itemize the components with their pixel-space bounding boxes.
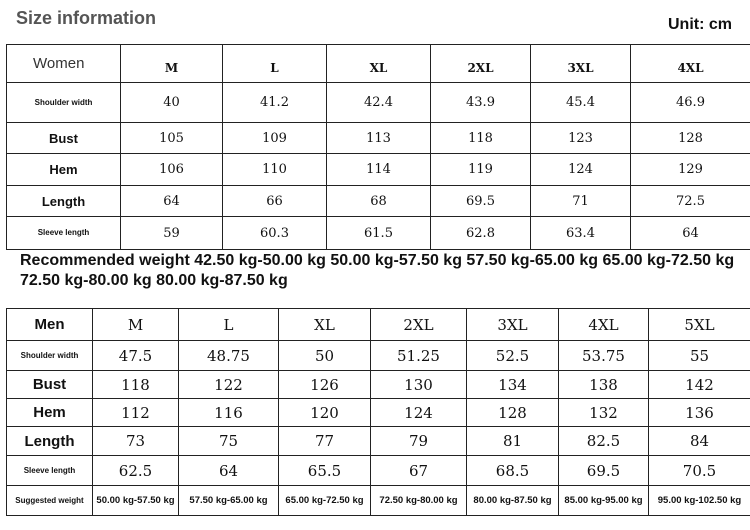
table-cell: 128 xyxy=(467,399,559,427)
row-label: Bust xyxy=(7,371,93,399)
table-cell: 113 xyxy=(327,123,431,154)
row-label: Hem xyxy=(7,399,93,427)
table-cell: 67 xyxy=(371,456,467,486)
table-cell: 65.00 kg-72.50 kg xyxy=(279,486,371,516)
table-row xyxy=(7,371,750,399)
page-title: Size information xyxy=(16,8,157,28)
table-cell: 114 xyxy=(327,154,431,186)
men-size-table xyxy=(6,308,750,516)
table-cell: 72.5 xyxy=(631,186,750,217)
table-row xyxy=(7,341,750,371)
suggested-weight-row xyxy=(7,486,750,516)
table-cell: 105 xyxy=(121,123,223,154)
row-label: Shoulder width xyxy=(7,341,93,371)
table-cell: 68 xyxy=(327,186,431,217)
table-cell: 42.4 xyxy=(327,83,431,123)
table-cell: 65.5 xyxy=(279,456,371,486)
table-cell: 132 xyxy=(559,399,649,427)
table-cell: 45.4 xyxy=(531,83,631,123)
unit-label: Unit: cm xyxy=(668,16,732,33)
table-cell: 128 xyxy=(631,123,750,154)
table-cell: 69.5 xyxy=(431,186,531,217)
men-size-header: XL xyxy=(279,309,371,341)
row-label: Length xyxy=(7,427,93,456)
table-row xyxy=(7,399,750,427)
men-header-row xyxy=(7,309,750,341)
table-cell: 68.5 xyxy=(467,456,559,486)
table-cell: 71 xyxy=(531,186,631,217)
table-cell: 51.25 xyxy=(371,341,467,371)
table-cell: 109 xyxy=(223,123,327,154)
table-cell: 60.3 xyxy=(223,217,327,250)
table-cell: 53.75 xyxy=(559,341,649,371)
table-cell: 85.00 kg-95.00 kg xyxy=(559,486,649,516)
table-cell: 119 xyxy=(431,154,531,186)
table-cell: 55 xyxy=(649,341,750,371)
table-cell: 77 xyxy=(279,427,371,456)
row-label: Hem xyxy=(7,154,121,186)
table-cell: 126 xyxy=(279,371,371,399)
table-cell: 66 xyxy=(223,186,327,217)
table-cell: 122 xyxy=(179,371,279,399)
table-row xyxy=(7,186,750,217)
men-size-header: 2XL xyxy=(371,309,467,341)
table-cell: 41.2 xyxy=(223,83,327,123)
men-corner-label: Men xyxy=(7,309,93,341)
women-size-header: L xyxy=(223,45,327,83)
women-corner-label: Women xyxy=(7,45,121,83)
table-cell: 79 xyxy=(371,427,467,456)
row-label: Shoulder width xyxy=(7,83,121,123)
table-cell: 142 xyxy=(649,371,750,399)
table-cell: 118 xyxy=(93,371,179,399)
table-row xyxy=(7,456,750,486)
table-cell: 138 xyxy=(559,371,649,399)
table-cell: 69.5 xyxy=(559,456,649,486)
table-cell: 130 xyxy=(371,371,467,399)
women-size-header: M xyxy=(121,45,223,83)
men-size-header: M xyxy=(93,309,179,341)
table-cell: 80.00 kg-87.50 kg xyxy=(467,486,559,516)
table-cell: 40 xyxy=(121,83,223,123)
table-cell: 116 xyxy=(179,399,279,427)
table-cell: 70.5 xyxy=(649,456,750,486)
row-label: Sleeve length xyxy=(7,456,93,486)
table-row xyxy=(7,427,750,456)
table-cell: 73 xyxy=(93,427,179,456)
table-cell: 48.75 xyxy=(179,341,279,371)
women-size-header: 3XL xyxy=(531,45,631,83)
men-size-header: 5XL xyxy=(649,309,750,341)
table-row xyxy=(7,217,750,250)
table-cell: 46.9 xyxy=(631,83,750,123)
table-cell: 64 xyxy=(631,217,750,250)
table-row xyxy=(7,83,750,123)
table-cell: 106 xyxy=(121,154,223,186)
table-cell: 124 xyxy=(531,154,631,186)
women-size-header: 2XL xyxy=(431,45,531,83)
table-cell: 50 xyxy=(279,341,371,371)
table-cell: 62.5 xyxy=(93,456,179,486)
table-cell: 110 xyxy=(223,154,327,186)
men-size-header: 4XL xyxy=(559,309,649,341)
table-row xyxy=(7,154,750,186)
table-cell: 64 xyxy=(179,456,279,486)
table-cell: 136 xyxy=(649,399,750,427)
table-cell: 47.5 xyxy=(93,341,179,371)
table-cell: 120 xyxy=(279,399,371,427)
row-label: Bust xyxy=(7,123,121,154)
table-cell: 134 xyxy=(467,371,559,399)
table-cell: 112 xyxy=(93,399,179,427)
table-cell: 62.8 xyxy=(431,217,531,250)
table-cell: 129 xyxy=(631,154,750,186)
table-cell: 59 xyxy=(121,217,223,250)
men-size-header: L xyxy=(179,309,279,341)
women-size-table xyxy=(6,44,750,250)
table-cell: 81 xyxy=(467,427,559,456)
table-cell: 50.00 kg-57.50 kg xyxy=(93,486,179,516)
table-row xyxy=(7,123,750,154)
recommended-weight-text: Recommended weight 42.50 kg-50.00 kg 50.00 kg-57.50 kg 57.50 kg-65.00 kg 65.00 kg-72.50 kg 72.50 kg-80.00 kg 80.00 kg-87.50 kg xyxy=(20,252,735,289)
table-cell: 61.5 xyxy=(327,217,431,250)
table-cell: 57.50 kg-65.00 kg xyxy=(179,486,279,516)
row-label: Length xyxy=(7,186,121,217)
table-cell: 124 xyxy=(371,399,467,427)
men-size-header: 3XL xyxy=(467,309,559,341)
table-cell: 123 xyxy=(531,123,631,154)
table-cell: 64 xyxy=(121,186,223,217)
table-cell: 118 xyxy=(431,123,531,154)
table-cell: 43.9 xyxy=(431,83,531,123)
table-cell: 72.50 kg-80.00 kg xyxy=(371,486,467,516)
row-label: Suggested weight xyxy=(7,486,93,516)
women-size-header: 4XL xyxy=(631,45,750,83)
women-header-row xyxy=(7,45,750,83)
table-cell: 75 xyxy=(179,427,279,456)
women-size-header: XL xyxy=(327,45,431,83)
table-cell: 63.4 xyxy=(531,217,631,250)
table-cell: 82.5 xyxy=(559,427,649,456)
table-cell: 52.5 xyxy=(467,341,559,371)
table-cell: 95.00 kg-102.50 kg xyxy=(649,486,750,516)
row-label: Sleeve length xyxy=(7,217,121,250)
table-cell: 84 xyxy=(649,427,750,456)
